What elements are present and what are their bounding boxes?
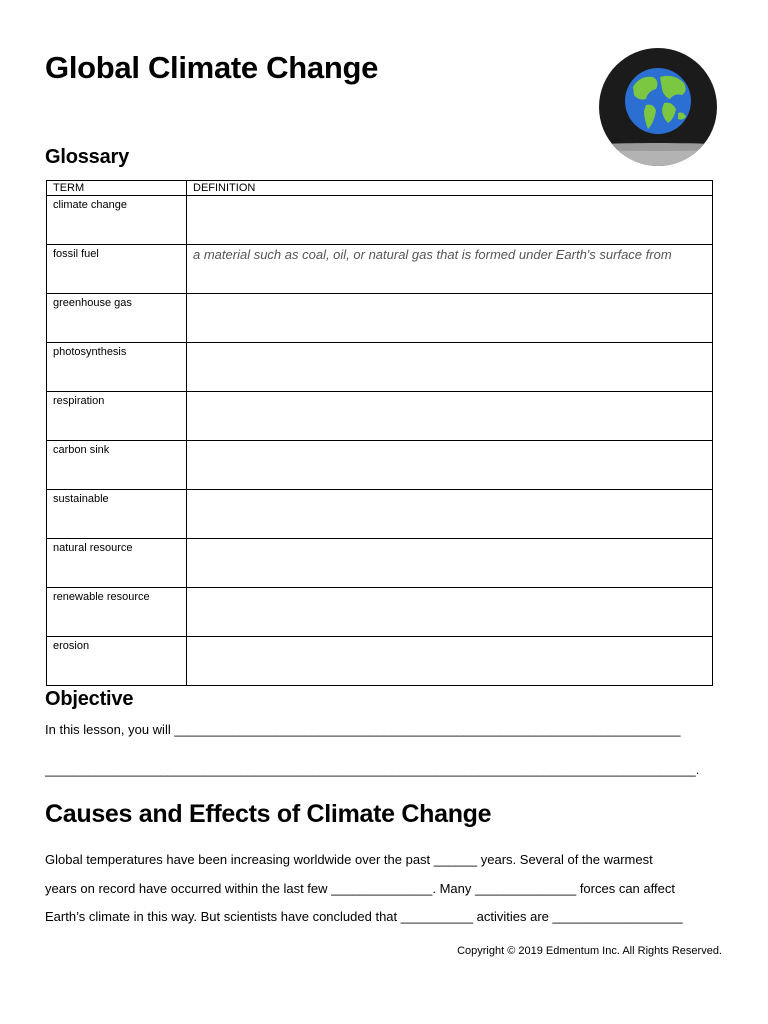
term-cell: carbon sink [47,441,187,490]
causes-heading: Causes and Effects of Climate Change [45,800,492,828]
objective-line-2[interactable]: __________________________________________________________________________________________. [45,762,700,777]
table-row [47,588,713,637]
definition-field[interactable] [187,490,713,539]
definition-field[interactable] [187,343,713,392]
term-cell: climate change [47,196,187,245]
definition-field[interactable] [187,392,713,441]
paragraph-line[interactable]: years on record have occurred within the last few ______________. Many ______________ forces can affect [45,880,675,896]
definition-column-header: DEFINITION [187,181,713,196]
definition-field[interactable]: a material such as coal, oil, or natural gas that is formed under Earth's surface from [187,245,713,294]
term-cell: greenhouse gas [47,294,187,343]
definition-field[interactable] [187,637,713,686]
definition-field[interactable] [187,294,713,343]
term-cell: respiration [47,392,187,441]
table-row [47,490,713,539]
glossary-heading: Glossary [45,146,130,168]
term-cell: renewable resource [47,588,187,637]
causes-paragraph [45,846,735,932]
copyright-footer: Copyright © 2019 Edmentum Inc. All Rights Reserved. [457,945,722,957]
table-row [47,392,713,441]
term-cell: erosion [47,637,187,686]
definition-field[interactable] [187,196,713,245]
table-row [47,343,713,392]
table-row [47,539,713,588]
term-cell: sustainable [47,490,187,539]
definition-field[interactable] [187,539,713,588]
paragraph-line[interactable]: Global temperatures have been increasing worldwide over the past ______ years. Several of the warmest [45,852,653,867]
table-row [47,441,713,490]
page-title: Global Climate Change [45,50,379,85]
table-row [47,637,713,686]
term-cell: natural resource [47,539,187,588]
term-cell: fossil fuel [47,245,187,294]
table-row [47,245,713,294]
objective-line-1[interactable]: In this lesson, you will ______________________________________________________________________ [45,722,681,737]
table-row [47,294,713,343]
earth-globe-icon [598,47,718,167]
objective-heading: Objective [45,688,134,710]
table-row [47,196,713,245]
definition-field[interactable] [187,441,713,490]
term-cell: photosynthesis [47,343,187,392]
paragraph-line[interactable]: Earth’s climate in this way. But scientists have concluded that __________ activities are __________________ [45,909,683,924]
term-column-header: TERM [47,181,187,196]
definition-field[interactable] [187,588,713,637]
glossary-table [46,180,713,686]
glossary-header-row [47,181,713,196]
